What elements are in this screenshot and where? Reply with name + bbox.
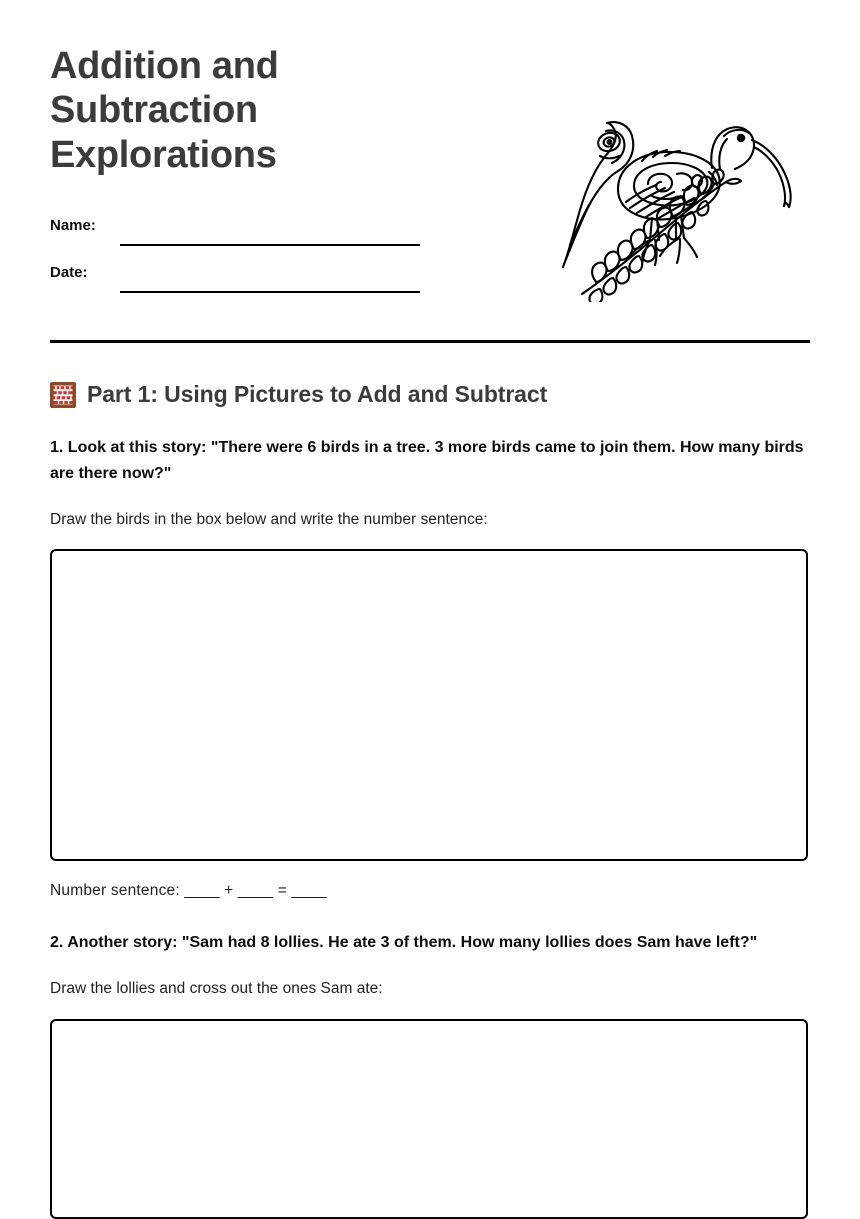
date-field-label: Date: bbox=[50, 264, 88, 282]
ibis-bird-line-art bbox=[560, 112, 810, 302]
page-title-line-3: Explorations bbox=[50, 133, 277, 176]
name-field-row bbox=[50, 199, 480, 246]
name-input[interactable] bbox=[120, 243, 420, 246]
date-field-row bbox=[50, 246, 480, 293]
student-fields bbox=[50, 199, 480, 293]
question-1-instruction: Draw the birds in the box below and write the number sentence: bbox=[50, 511, 488, 529]
question-1-number-sentence[interactable]: Number sentence: ____ + ____ = ____ bbox=[50, 882, 327, 900]
page-title bbox=[50, 44, 380, 177]
date-input[interactable] bbox=[120, 290, 420, 293]
artwork-svg bbox=[560, 112, 810, 302]
question-2-drawing-area[interactable] bbox=[50, 1019, 808, 1219]
page-title-line-2: Subtraction bbox=[50, 89, 258, 132]
curved-beak-head-icon bbox=[563, 122, 633, 267]
section-heading-label: Part 1: Using Pictures to Add and Subtract bbox=[87, 381, 548, 407]
question-2-prompt: 2. Another story: "Sam had 8 lollies. He ate 3 of them. How many lollies does Sam have left?" bbox=[50, 933, 758, 951]
page-title-line-1: Addition and bbox=[50, 45, 279, 87]
question-1-prompt: 1. Look at this story: "There were 6 birds in a tree. 3 more birds came to join them. How many birds are there now?" bbox=[50, 439, 804, 482]
question-2-instruction: Draw the lollies and cross out the ones Sam ate: bbox=[50, 980, 383, 998]
worksheet-header bbox=[50, 0, 810, 294]
question-1-drawing-area[interactable] bbox=[50, 549, 808, 861]
abacus-icon bbox=[50, 382, 76, 408]
section-heading bbox=[50, 381, 810, 408]
header-divider bbox=[50, 340, 810, 343]
name-field-label: Name: bbox=[50, 217, 96, 235]
